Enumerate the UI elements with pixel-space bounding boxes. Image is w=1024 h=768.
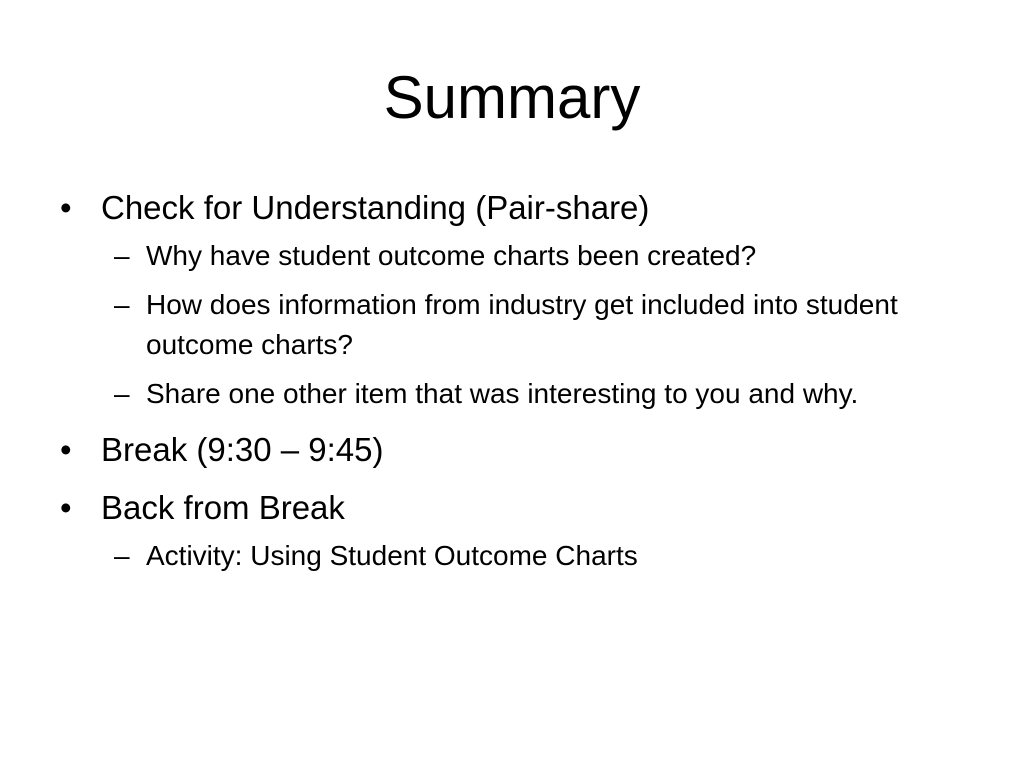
bullet-marker: • xyxy=(60,189,72,226)
sub-bullet-list xyxy=(101,236,960,414)
bullet-item xyxy=(60,186,960,414)
bullet-marker: • xyxy=(60,489,72,526)
dash-marker: – xyxy=(114,540,130,571)
dash-marker: – xyxy=(114,240,130,271)
bullet-list xyxy=(60,186,960,590)
sub-bullet-text: Share one other item that was interesting to you and why. xyxy=(146,378,859,409)
sub-bullet-item xyxy=(101,536,960,576)
sub-bullet-text: Activity: Using Student Outcome Charts xyxy=(146,540,638,571)
bullet-marker: • xyxy=(60,431,72,468)
bullet-item xyxy=(60,428,960,472)
sub-bullet-item xyxy=(101,285,960,365)
bullet-text: Break (9:30 – 9:45) xyxy=(101,431,384,468)
sub-bullet-item xyxy=(101,236,960,276)
slide-title: Summary xyxy=(383,64,641,131)
bullet-text: Back from Break xyxy=(101,489,345,526)
dash-marker: – xyxy=(114,378,130,409)
sub-bullet-list xyxy=(101,536,960,576)
bullet-text: Check for Understanding (Pair-share) xyxy=(101,189,650,226)
bullet-item xyxy=(60,486,960,576)
sub-bullet-item xyxy=(101,374,960,414)
sub-bullet-text: How does information from industry get included into student outcome charts? xyxy=(146,289,898,360)
sub-bullet-text: Why have student outcome charts been created? xyxy=(146,240,757,271)
dash-marker: – xyxy=(114,289,130,320)
